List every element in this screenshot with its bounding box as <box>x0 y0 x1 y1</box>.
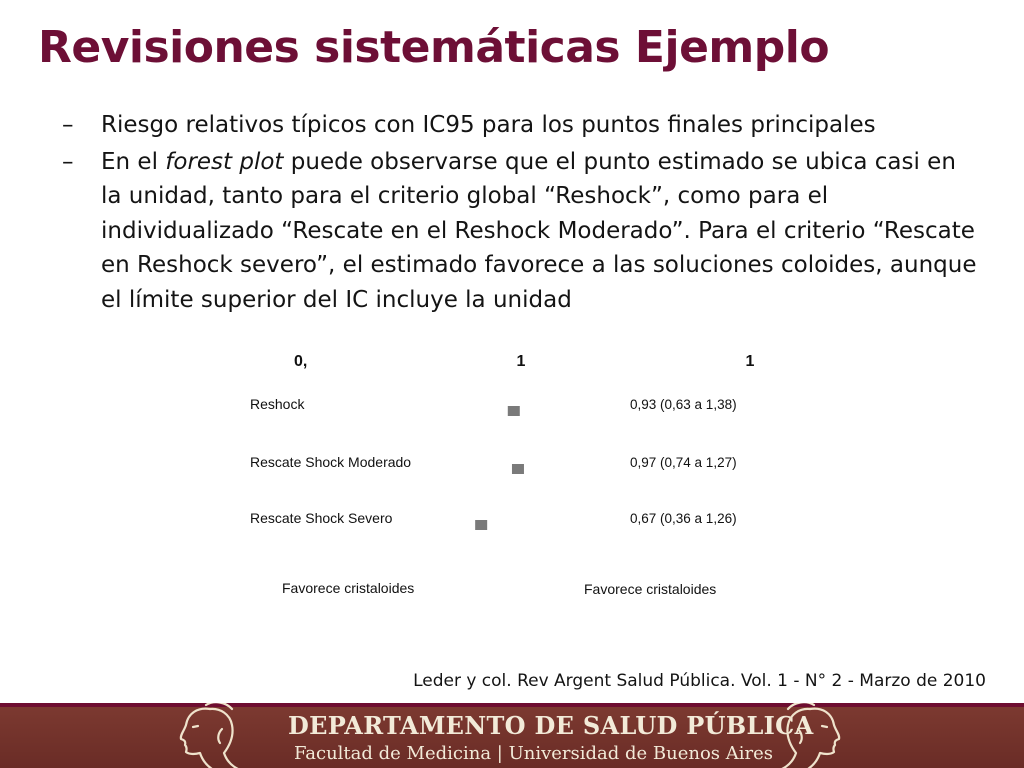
footer-title: DEPARTAMENTO DE SALUD PÚBLICA <box>288 711 814 740</box>
study-label: Rescate Shock Severo <box>250 510 393 526</box>
citation: Leder y col. Rev Argent Salud Pública. Vol. 1 - N° 2 - Marzo de 2010 <box>413 671 986 691</box>
point-estimate <box>512 464 524 474</box>
study-ci-text: 0,93 (0,63 a 1,38) <box>630 397 737 412</box>
favors-left-label: Favorece cristaloides <box>282 580 415 596</box>
study-ci-text: 0,97 (0,74 a 1,27) <box>630 455 737 470</box>
point-estimate <box>508 406 520 416</box>
axis-tick-label: 1 <box>516 353 526 370</box>
slide-title: Revisiones sistemáticas Ejemplo <box>38 22 830 73</box>
study-label: Reshock <box>250 396 305 412</box>
bullet-text-start: En el <box>101 148 166 175</box>
axis-tick-label: 0, <box>294 353 308 370</box>
bullet-emphasis: forest plot <box>165 148 284 175</box>
forest-plot <box>240 345 780 610</box>
bullet-dash: – <box>62 112 74 138</box>
axis-tick-label: 1 <box>745 353 755 370</box>
portrait-right-icon <box>770 703 860 768</box>
bullet-item <box>62 145 982 318</box>
study-ci-text: 0,67 (0,36 a 1,26) <box>630 511 737 526</box>
footer-banner <box>0 703 1024 768</box>
bullet-text: Riesgo relativos típicos con IC95 para los puntos finales principales <box>101 112 876 138</box>
bullet-item <box>62 108 982 143</box>
favors-right-label: Favorece cristaloides <box>584 581 717 597</box>
bullet-list <box>62 108 982 319</box>
footer-stripe <box>0 703 1024 707</box>
bullet-dash: – <box>62 148 74 175</box>
study-label: Rescate Shock Moderado <box>250 454 412 470</box>
point-estimate <box>475 520 487 530</box>
portrait-left-icon <box>160 703 250 768</box>
bullet-text-end: puede observarse que el punto estimado se ubica casi en la unidad, tanto para el criterio global “Reshock”, como para el individualizado “Rescate en el Reshock Moderado”. Para el criterio “Rescate en Reshock severo”, el estimado favorece a las soluciones coloides, aunque el límite superior del IC incluye la unidad <box>101 148 977 313</box>
footer-subtitle: Facultad de Medicina | Universidad de Buenos Aires <box>294 743 774 764</box>
